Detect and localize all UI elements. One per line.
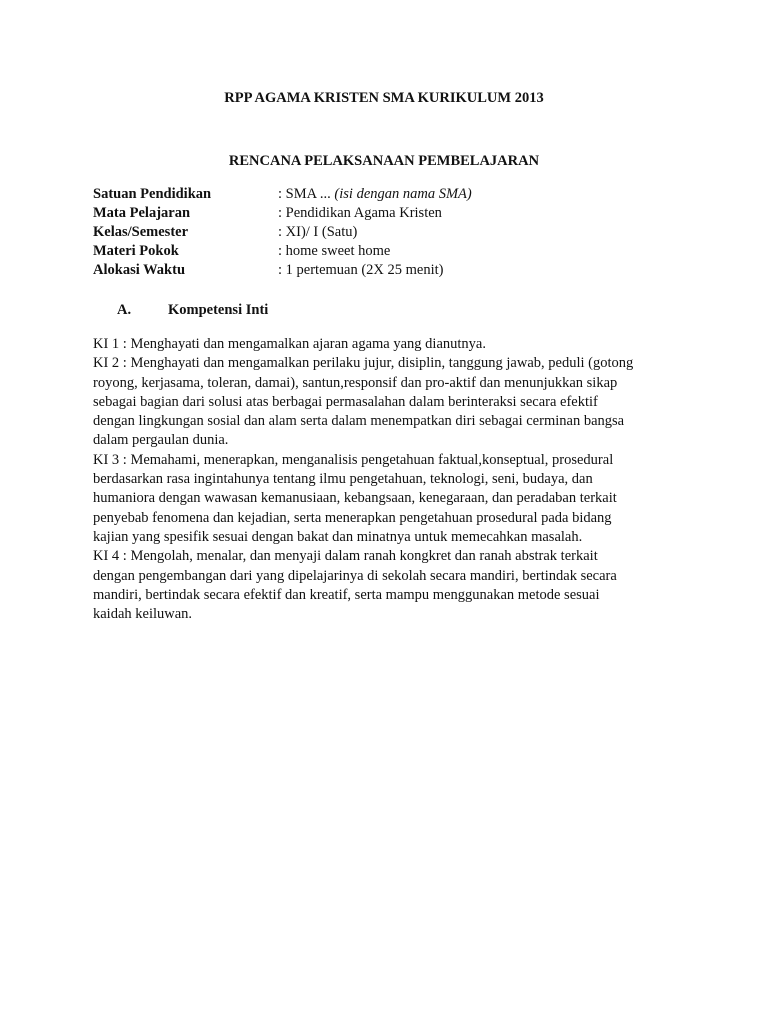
info-row-satuan-pendidikan [93, 185, 693, 204]
section-title: Kompetensi Inti [168, 302, 269, 318]
text-line: KI 2 : Menghayati dan mengamalkan perilaku jujur, disiplin, tanggung jawab, peduli (gotong [93, 355, 634, 372]
info-label: Satuan Pendidikan [93, 186, 212, 202]
text-line: dengan pengembangan dari yang dipelajarinya di sekolah secara mandiri, bertindak secara [93, 567, 617, 584]
info-value: : home sweet home [278, 243, 391, 259]
section-heading-kompetensi-inti [117, 301, 268, 320]
text-line: KI 4 : Mengolah, menalar, dan menyaji dalam ranah kongkret dan ranah abstrak terkait [93, 548, 598, 565]
section-letter: A. [117, 302, 132, 318]
info-row-kelas-semester [93, 223, 693, 242]
text-line: royong, kerjasama, toleran, damai), santun,responsif dan pro-aktif dan menunjukkan sikap [93, 374, 618, 391]
text-line: humaniora dengan wawasan kemanusiaan, kebangsaan, kenegaraan, dan peradaban terkait [93, 490, 617, 507]
info-row-alokasi-waktu [93, 261, 693, 280]
text-line: berdasarkan rasa ingintahunya tentang ilmu pengetahuan, teknologi, seni, budaya, dan [93, 471, 593, 488]
info-value-text: : SMA ... [278, 186, 335, 202]
info-value: : Pendidikan Agama Kristen [278, 205, 442, 221]
text-line: penyebab fenomena dan kejadian, serta menerapkan pengetahuan prosedural pada bidang [93, 509, 612, 526]
text-line: kajian yang spesifik sesuai dengan bakat dan minatnya untuk memecahkan masalah. [93, 528, 583, 545]
text-line: dalam pergaulan dunia. [93, 432, 229, 449]
document-subtitle: RENCANA PELAKSANAAN PEMBELAJARAN [228, 153, 540, 169]
document-title: RPP AGAMA KRISTEN SMA KURIKULUM 2013 [224, 90, 544, 106]
text-line: kaidah keiluwan. [93, 606, 193, 623]
info-value-placeholder: (isi dengan nama SMA) [334, 186, 472, 202]
info-label: Materi Pokok [93, 243, 179, 259]
info-label: Mata Pelajaran [93, 205, 191, 221]
text-line: KI 1 : Menghayati dan mengamalkan ajaran agama yang dianutnya. [93, 336, 486, 352]
text-line: sebagai bagian dari solusi atas berbagai permasalahan dalam berinteraksi secara efektif [93, 393, 598, 410]
info-value: : XI)/ I (Satu) [278, 224, 358, 240]
info-value: : 1 pertemuan (2X 25 menit) [278, 262, 444, 278]
text-line: KI 3 : Memahami, menerapkan, menganalisis pengetahuan faktual,konseptual, prosedural [93, 451, 614, 468]
info-row-mata-pelajaran [93, 204, 693, 223]
info-row-materi-pokok [93, 242, 693, 261]
kompetensi-inti-text [93, 335, 693, 624]
info-label: Alokasi Waktu [93, 262, 186, 278]
text-line: dengan lingkungan sosial dan alam serta dalam menempatkan diri sebagai cerminan bangsa [93, 413, 625, 430]
info-label: Kelas/Semester [93, 224, 189, 240]
identity-table [93, 185, 693, 280]
info-value [278, 185, 472, 204]
text-line: mandiri, bertindak secara efektif dan kreatif, serta mampu menggunakan metode sesuai [93, 586, 600, 603]
